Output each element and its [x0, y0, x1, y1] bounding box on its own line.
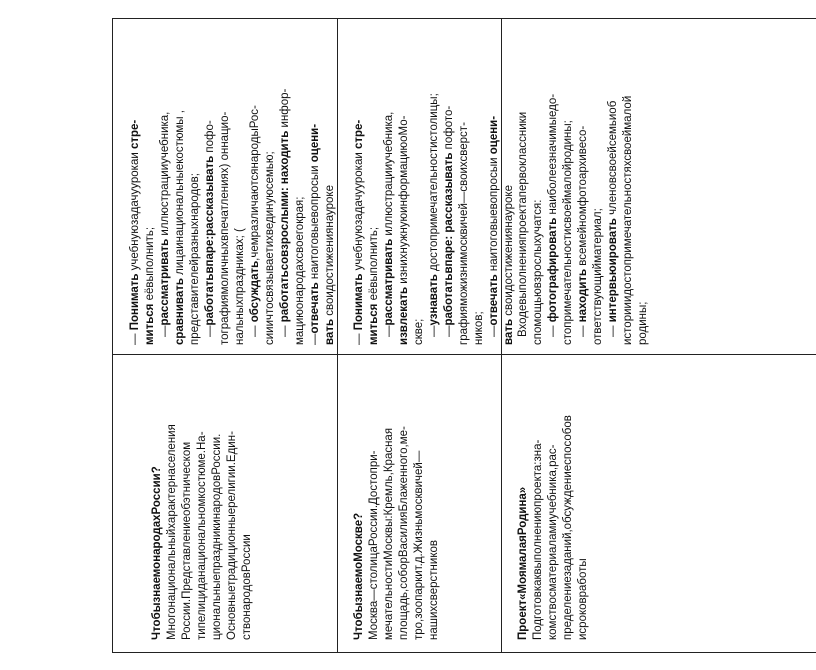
activity-text-segment: — — [547, 325, 559, 337]
activity-text-segment: членовсвоейсемьиоб — [607, 100, 619, 219]
activity-text-segment: — — [577, 325, 589, 337]
activity-line — [516, 27, 531, 345]
activity-line — [412, 27, 427, 345]
activity-text-segment: миться — [144, 303, 156, 345]
activity-text-segment: оцени- — [488, 115, 500, 155]
activity-text-segment: — — [353, 333, 365, 345]
table-rule-left — [112, 18, 113, 652]
activity-text-segment: иллюстрацииучебника, — [383, 111, 395, 239]
activity-line — [457, 27, 472, 345]
activity-line — [308, 27, 323, 345]
activity-text-segment: инфор- — [279, 88, 291, 131]
row3-topic-cell — [516, 370, 591, 640]
table-rule-bottom — [112, 652, 816, 653]
activity-text-segment: наиболеезначимыедо- — [547, 93, 559, 218]
activity-text-segment: ,чемразличаютсянародыРос- — [249, 105, 261, 261]
activity-text-segment: изнихнужнуюинформациюоМо- — [398, 115, 410, 287]
activity-text-segment: нальныхпраздниках; — [234, 235, 246, 345]
activity-text-segment: наитоговыевопросыи — [309, 162, 321, 283]
activity-text-segment: иллюстрацииучебника, — [159, 111, 171, 239]
row1-topic-line: Основныетрадиционныерелигии.Един- — [226, 431, 238, 640]
table-rule-middle — [112, 354, 816, 355]
row1-topic-title: ЧтобызнаемонародахРоссии? — [151, 466, 163, 640]
activity-text-segment: вать — [503, 318, 515, 345]
activity-text-segment: — — [428, 325, 440, 337]
activity-text-segment: своидостижениянауроке — [503, 185, 515, 319]
activity-line — [487, 27, 502, 345]
activity-line — [293, 27, 308, 345]
activity-text-segment: рассказывать — [443, 152, 455, 236]
activity-text-segment: учебнуюзадачуурокаи — [353, 149, 365, 274]
row1-topic-line: Многонациональныйхарактернаселения — [166, 424, 178, 640]
activity-line — [158, 27, 173, 345]
activity-text-segment: учебнуюзадачуурокаи — [129, 149, 141, 274]
row1-topic-cell — [150, 370, 255, 640]
row2-topic-line: тро,зоопаркит.д.Жизньмосквичей— — [413, 450, 425, 640]
activity-text-segment: интервьюировать — [607, 218, 619, 323]
row1-activities-cell — [128, 27, 338, 345]
row3-topic-line: пределениезаданий,обсуждениеспособов — [562, 415, 574, 640]
activity-text-segment: ников; — [473, 311, 485, 345]
row2-topic-line: нашихсверстников — [428, 540, 440, 640]
activity-text-segment: спомощьювзрослыхучатся: — [532, 199, 544, 345]
activity-text-segment: рассматривать — [383, 238, 395, 326]
activity-text-segment: еёвыполнить; — [368, 226, 380, 304]
row1-topic-line: России.Представлениеобэтническом — [181, 441, 193, 640]
activity-line — [278, 27, 293, 345]
activity-text-segment: рассматривать — [159, 238, 171, 326]
activity-text-segment: ( — [234, 228, 246, 236]
activity-text-segment: оцени- — [309, 123, 321, 163]
activity-line — [427, 27, 442, 345]
activity-text-segment: работатьсовзрослыми: — [279, 187, 291, 323]
activity-text-segment: отвечать — [488, 274, 500, 326]
activity-text-segment: стопримечательностисвоеймалойродины; — [562, 120, 574, 345]
row2-topic-line: Москва—столицаРоссии.Достопри- — [368, 450, 380, 640]
activity-text-segment: — — [279, 325, 291, 337]
activity-text-segment: Понимать — [129, 273, 141, 331]
activity-text-segment: тографиямоличныхвпечатлениях) — [219, 163, 231, 345]
activity-text-segment: наитоговыевопросыи — [488, 154, 500, 275]
row3-activities-cell — [516, 27, 651, 345]
activity-line — [382, 27, 397, 345]
activity-text-segment: сииичтосвязываетихвединуюсемью; — [264, 151, 276, 345]
activity-text-segment: сравнивать — [174, 278, 186, 345]
activity-line — [442, 27, 457, 345]
activity-text-segment: стре- — [353, 119, 365, 150]
activity-text-segment: Входевыполненияпроектапервоклассники — [517, 111, 529, 337]
activity-text-segment: Понимать — [353, 273, 365, 331]
row3-topic-line: комствосматериаламиучебника,рас- — [547, 444, 559, 640]
row2-activities-cell — [352, 27, 517, 345]
activity-text-segment: оннацио- — [219, 111, 231, 164]
activity-text-segment: историиидостопримечательностяхсвоеймалой — [622, 95, 634, 345]
activity-text-segment: ответствующийматериал; — [592, 208, 604, 345]
activity-line — [576, 27, 591, 345]
activity-line — [502, 27, 517, 345]
activity-text-segment: — — [159, 325, 171, 337]
activity-text-segment: — — [309, 333, 321, 345]
table-rule-top — [112, 18, 816, 19]
activity-line — [173, 27, 188, 345]
activity-text-segment: лицаинациональныекостюмы — [174, 113, 186, 279]
activity-line — [397, 27, 412, 345]
activity-line — [561, 27, 576, 345]
row2-topic-line: мечательностиМосквы:Кремль,Красная — [383, 427, 395, 640]
activity-text-segment: всемейномфотоархивесо- — [577, 125, 589, 269]
activity-line — [636, 27, 651, 345]
activity-text-segment: достопримечательностистолицы; — [428, 93, 440, 275]
activity-text-segment: мациюонародахсвоегокрая; — [294, 196, 306, 345]
activity-text-segment: извлекать — [398, 286, 410, 345]
activity-text-segment: пофото- — [443, 105, 455, 153]
activity-line — [248, 27, 263, 345]
activity-line — [621, 27, 636, 345]
activity-text-segment: — — [383, 325, 395, 337]
activity-text-segment: — — [249, 325, 261, 337]
activity-text-segment: еёвыполнить; — [144, 226, 156, 304]
row2-topic-line: площадь,соборВасилияБлаженного,ме- — [398, 426, 410, 640]
activity-text-segment: вать — [324, 318, 336, 345]
activity-text-segment: миться — [368, 303, 380, 345]
activity-text-segment: находить — [279, 130, 291, 188]
activity-text-segment: стре- — [129, 119, 141, 150]
activity-line — [263, 27, 278, 345]
activity-text-segment: своидостижениянауроке — [324, 185, 336, 319]
activity-line — [367, 27, 382, 345]
activity-text-segment: графияможизнимосквичей—своихсверст- — [458, 122, 470, 345]
activity-text-segment: скве; — [413, 318, 425, 345]
row3-topic-line: Подготовкаквыполнениюпроекта:зна- — [532, 439, 544, 640]
activity-text-segment: родины; — [637, 301, 649, 345]
activity-text-segment: обсуждать — [249, 260, 261, 323]
row3-topic-line: исроковработы — [577, 558, 589, 640]
activity-text-segment: работатьвпаре:рассказывать — [204, 155, 216, 326]
activity-line — [352, 27, 367, 345]
activity-line — [128, 27, 143, 345]
activity-text-segment: — — [129, 333, 141, 345]
activity-text-segment: представителейразныхнародов; — [189, 173, 201, 345]
activity-text-segment: — — [607, 325, 619, 337]
activity-text-segment: фотографировать — [547, 217, 559, 323]
activity-line — [218, 27, 233, 345]
activity-text-segment: отвечать — [309, 282, 321, 334]
activity-text-segment: находить — [577, 268, 589, 323]
row3-topic-title: Проект«МоямалаяРодина» — [517, 486, 529, 640]
row2-topic-title: ЧтобызнаемоМоскве? — [353, 512, 365, 640]
activity-text-segment: пофо- — [204, 120, 216, 156]
activity-line — [188, 27, 203, 345]
activity-text-segment: — — [488, 325, 500, 337]
activity-line — [606, 27, 621, 345]
activity-line — [472, 27, 487, 345]
activity-text-segment: , — [174, 110, 186, 114]
activity-line — [323, 27, 338, 345]
activity-line — [203, 27, 218, 345]
activity-line — [531, 27, 546, 345]
activity-line — [591, 27, 606, 345]
row1-topic-line: типелициданациональномкостюме.На- — [196, 431, 208, 640]
activity-text-segment: — — [204, 325, 216, 337]
activity-text-segment: работатьвпаре: — [443, 235, 455, 326]
activity-line — [143, 27, 158, 345]
row1-topic-line: циональныепраздникинародовРоссии. — [211, 433, 223, 640]
row2-topic-cell — [352, 370, 442, 640]
row1-topic-line: ствонародовРоссии — [241, 534, 253, 640]
activity-line — [546, 27, 561, 345]
activity-line — [233, 27, 248, 345]
activity-text-segment: узнавать — [428, 274, 440, 326]
activity-text-segment: — — [443, 325, 455, 337]
